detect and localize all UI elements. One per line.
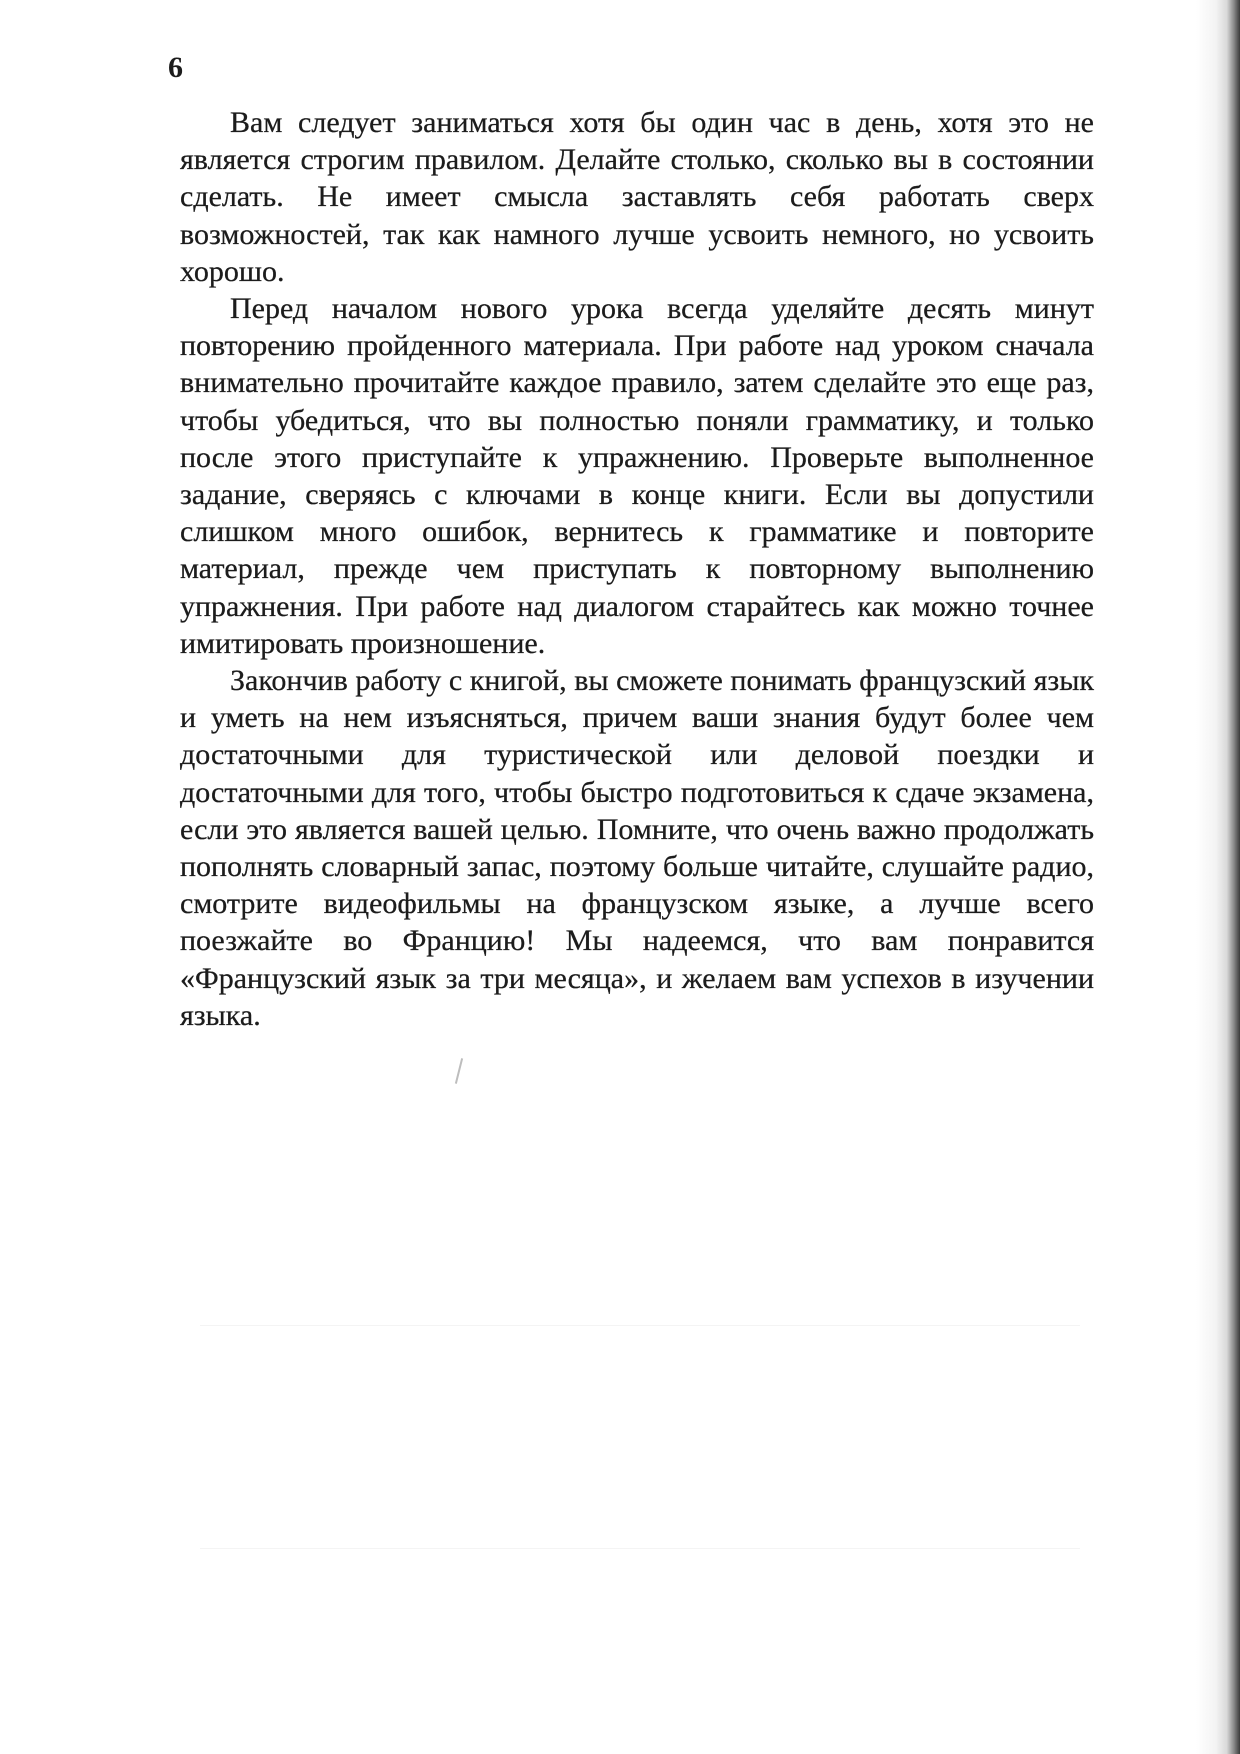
page-number: 6 (168, 51, 183, 84)
scan-artifact-line (200, 1325, 1080, 1326)
paragraph-study-time: Вам следует заниматься хотя бы один час в день, хотя это не является строгим правилом. Делайте столько, сколько вы в состоянии сделать. Не имеет смысла заставлять себя работать сверх возможностей, так как намного лучше усвоить немного, но усвоить хорошо. (180, 106, 1094, 288)
page-binding-shadow (1196, 0, 1240, 1754)
scan-artifact-line (200, 1548, 1080, 1549)
paragraph-lesson-method: Перед началом нового урока всегда уделяйте десять минут повторению пройденного материала. При работе над уроком сначала внимательно прочитайте каждое правило, затем сделайте это еще раз, чтобы убедиться, что вы полностью поняли грамматику, и только после этого приступайте к упражнению. Проверьте выполненное задание, сверяясь с ключами в конце книги. Если вы допустили слишком много ошибок, вернитесь к грамматике и повторите материал, прежде чем приступать к повторному выполнению упражнения. При работе над диалогом старайтесь как можно точнее имитировать произношение. (180, 292, 1094, 660)
paragraph-conclusion: Закончив работу с книгой, вы сможете понимать французский язык и уметь на нем изъясняться, причем ваши знания будут более чем достаточными для туристической или деловой поездки и достаточными для того, чтобы быстро подготовиться к сдаче экзамена, если это является вашей целью. Помните, что очень важно продолжать пополнять словарный запас, поэтому больше читайте, слушайте радио, смотрите видеофильмы на французском языке, а лучше всего поезжайте во Францию! Мы надеемся, что вам понравится «Французский язык за три месяца», и желаем вам успехов в изучении языка. (180, 664, 1094, 1032)
body-text (180, 104, 1094, 1034)
scan-artifact-mark (455, 1058, 463, 1084)
